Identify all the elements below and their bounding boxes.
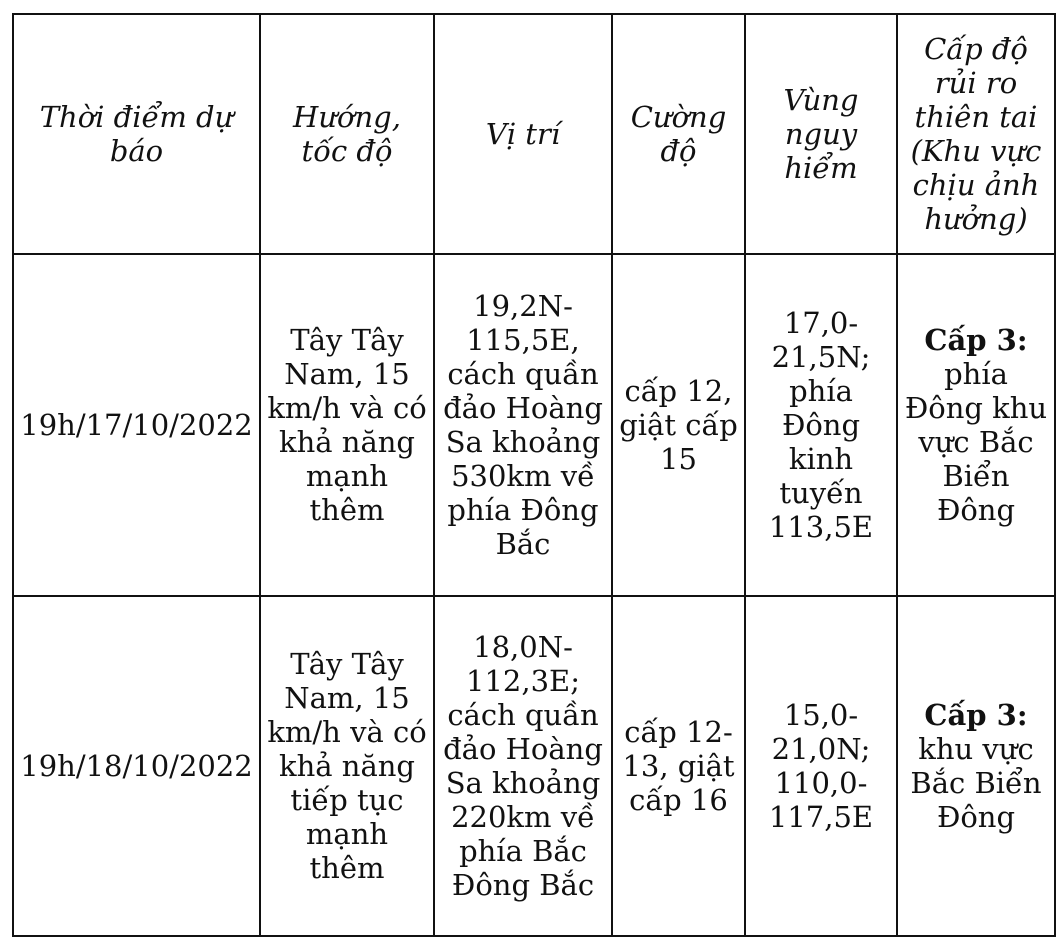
intensity-text: cấp 12-13, giật cấp 16 — [622, 715, 735, 817]
cell-position — [434, 254, 612, 596]
header-risk-level — [897, 14, 1055, 254]
header-intensity — [612, 14, 745, 254]
header-risk-level-label: Cấp độ rủi ro thiên tai (Khu vực chịu ảnh hưởng) — [910, 32, 1042, 236]
header-forecast-time-label: Thời điểm dự báo — [39, 100, 234, 168]
danger-zone-text: 15,0-21,0N; 110,0-117,5E — [768, 698, 874, 834]
header-direction-speed-label: Hướng, tốc độ — [293, 100, 401, 168]
header-danger-zone-label: Vùng nguy hiểm — [783, 83, 859, 185]
cell-risk-level — [897, 254, 1055, 596]
position-text: 19,2N-115,5E, cách quần đảo Hoàng Sa khoảng 530km về phía Đông Bắc — [443, 289, 603, 561]
affected-area-text: phía Đông khu vực Bắc Biển Đông — [904, 357, 1048, 527]
cell-intensity — [612, 596, 745, 936]
cell-direction-speed — [260, 596, 434, 936]
risk-level-label: Cấp 3: — [924, 323, 1028, 357]
cell-position — [434, 596, 612, 936]
cell-risk-level — [897, 596, 1055, 936]
table-body — [13, 254, 1055, 936]
direction-speed-text: Tây Tây Nam, 15 km/h và có khả năng tiếp tục mạnh thêm — [267, 647, 427, 885]
cell-forecast-time — [13, 596, 260, 936]
intensity-text: cấp 12, giật cấp 15 — [619, 374, 738, 476]
direction-speed-text: Tây Tây Nam, 15 km/h và có khả năng mạnh thêm — [267, 323, 427, 527]
header-danger-zone — [745, 14, 897, 254]
header-position-label: Vị trí — [485, 117, 561, 151]
danger-zone-text: 17,0-21,5N; phía Đông kinh tuyến 113,5E — [768, 306, 874, 544]
risk-level-label: Cấp 3: — [924, 698, 1028, 732]
cell-forecast-time — [13, 254, 260, 596]
cell-danger-zone — [745, 596, 897, 936]
header-row — [13, 14, 1055, 254]
forecast-time-text: 19h/17/10/2022 — [20, 408, 253, 442]
cell-intensity — [612, 254, 745, 596]
header-position — [434, 14, 612, 254]
forecast-table — [12, 13, 1056, 937]
header-intensity-label: Cường độ — [630, 100, 727, 168]
table-row — [13, 596, 1055, 936]
cell-danger-zone — [745, 254, 897, 596]
affected-area-text: khu vực Bắc Biển Đông — [910, 732, 1042, 834]
position-text: 18,0N-112,3E; cách quần đảo Hoàng Sa khoảng 220km về phía Bắc Đông Bắc — [443, 630, 603, 902]
forecast-time-text: 19h/18/10/2022 — [20, 749, 253, 783]
table-row — [13, 254, 1055, 596]
cell-direction-speed — [260, 254, 434, 596]
header-forecast-time — [13, 14, 260, 254]
header-direction-speed — [260, 14, 434, 254]
table-header — [13, 14, 1055, 254]
